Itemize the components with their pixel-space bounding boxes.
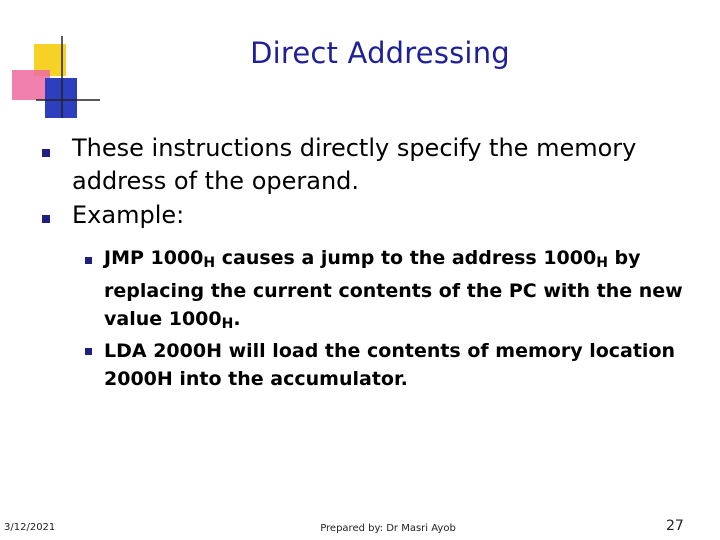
bullet-icon [42,149,50,157]
footer-date: 3/12/2021 [4,522,56,533]
sub-bullet-jmp [104,244,720,338]
slide-title: Direct Addressing [250,36,510,70]
bullet-text-2: Example: [72,201,185,229]
bullet-text-1: These instructions directly specify the memory address of the operand. [72,134,637,195]
footer-credit: Prepared by: Dr Masri Ayob [320,523,456,534]
jmp-sub-h: H [203,255,216,271]
lda-line-2: 2000H into the accumulator. [104,368,408,390]
jmp-line-1 [104,244,720,277]
page-number: 27 [666,518,684,534]
jmp-sub-h: H [596,255,608,271]
jmp-line-2: replacing the current contents of the PC with the new [104,280,683,302]
jmp-text-end: . [233,308,241,330]
jmp-text-e: value 1000 [104,308,222,330]
sub-bullet-icon [85,257,92,264]
logo-blue-square [45,78,77,118]
jmp-sub-h: H [221,316,234,332]
logo-pink-square [12,70,50,100]
jmp-text-a: JMP 1000 [104,247,204,269]
sub-bullet-icon [85,348,92,355]
lda-line-1: LDA 2000H will load the contents of memory location [104,340,676,362]
jmp-text-c: by [607,247,641,269]
jmp-text-b: causes a jump to the address 1000 [215,247,597,269]
jmp-line-3 [104,305,720,338]
sub-bullet-lda [104,337,720,393]
corner-logo-graphic [0,0,100,120]
bullet-icon [42,215,50,223]
